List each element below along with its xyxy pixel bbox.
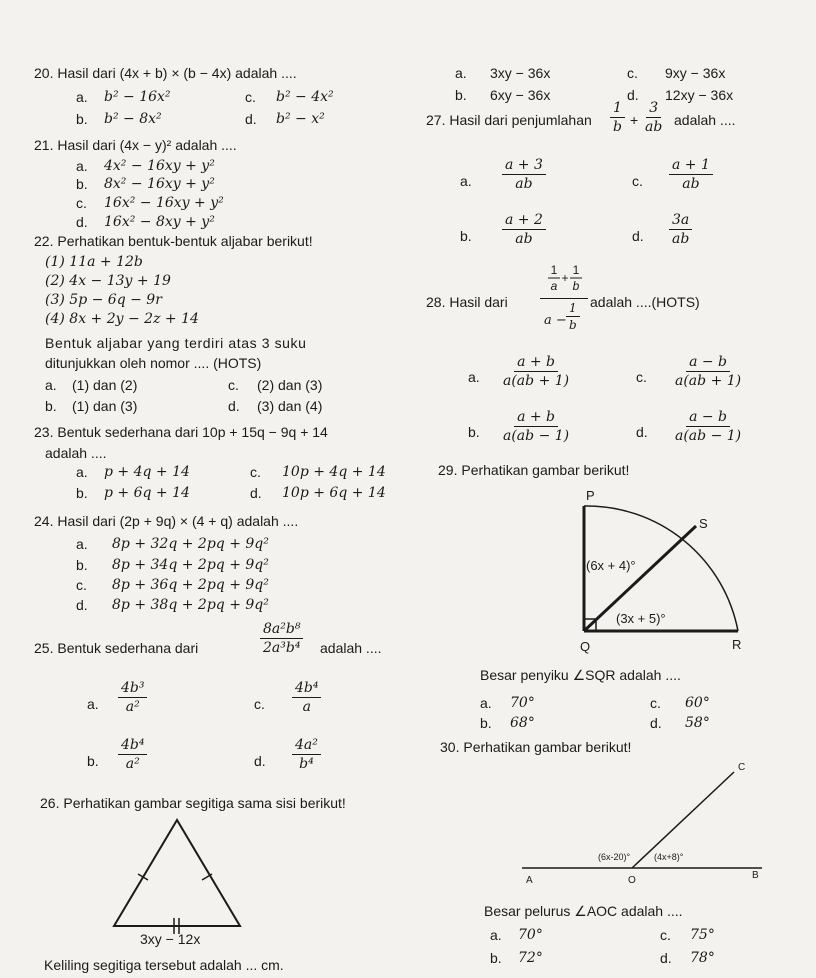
q28-stem-post: adalah ....(HOTS) [590,294,700,310]
q25-expression [260,622,303,655]
q30-stem: 30. Perhatikan gambar berikut! [440,739,632,755]
q25-option-c[interactable] [292,681,321,714]
q22-option-d-letter: d. [228,398,240,414]
q27-fraction-2 [642,101,665,134]
q20-right-option-d-letter: d. [627,87,639,103]
q25-stem-post: adalah .... [320,640,382,656]
q30-question: Besar pelurus ∠AOC adalah .... [484,903,683,919]
q20-option-a-letter: a. [76,89,88,105]
q29-option-d-letter: d. [650,715,662,731]
q27-option-b-numerator: a + 2 [502,213,546,230]
q20-option-d-letter: d. [245,111,257,127]
q29-option-c[interactable]: 60° [685,695,710,711]
q25-option-d[interactable] [292,738,321,771]
q28-option-a[interactable] [500,355,572,388]
q22-option-b[interactable]: (1) dan (3) [72,398,138,414]
q21-option-b[interactable]: 8x² − 16xy + y² [104,176,215,192]
q28-numerator-svg [540,262,588,298]
q28-option-a-letter: a. [468,369,480,385]
q22-stem: 22. Perhatikan bentuk-bentuk aljabar berikut! [34,233,313,249]
q30-angle-2: (4x+8)° [654,852,684,862]
q27-stem: 27. Hasil dari penjumlahan [426,112,592,128]
q27-stem-post: adalah .... [674,112,736,128]
q28-num-plus: + [561,271,569,285]
q27-fraction-2-numerator: 3 [646,101,661,118]
q29-stem: 29. Perhatikan gambar berikut! [438,462,630,478]
q29-option-b-letter: b. [480,715,492,731]
q27-option-c-denominator: ab [682,176,700,192]
q28-option-a-numerator: a + b [514,355,558,372]
q27-option-a-numerator: a + 3 [502,158,546,175]
q27-option-a-letter: a. [460,173,472,189]
q23-option-d-letter: d. [250,485,262,501]
q25-option-a[interactable] [118,681,147,714]
equilateral-triangle [114,820,240,926]
q22-option-c-letter: c. [228,377,239,393]
q22-item-3: (3) 5p − 6q − 9r [45,292,162,308]
q28-den-fraction-den: b [569,318,577,332]
q20-right-option-b-letter: b. [455,87,467,103]
q23-option-b[interactable]: p + 6q + 14 [104,485,190,501]
q30-option-a-letter: a. [490,927,502,943]
q30-label-o: O [628,875,636,886]
q29-label-s: S [699,516,708,531]
q26-triangle-figure [100,812,260,940]
q30-label-b: B [752,870,759,881]
q27-option-d-denominator: ab [672,231,690,247]
q28-num-den-b: b [572,279,580,293]
q27-option-d-letter: d. [632,228,644,244]
q30-label-c: C [738,762,746,773]
q26-question: Keliling segitiga tersebut adalah ... cm. [44,957,284,973]
q24-option-d[interactable]: 8p + 38q + 2pq + 9q² [112,597,269,613]
q27-option-b-letter: b. [460,228,472,244]
q24-option-b[interactable]: 8p + 34q + 2pq + 9q² [112,557,269,573]
q26-stem: 26. Perhatikan gambar segitiga sama sisi berikut! [40,795,346,811]
q29-question: Besar penyiku ∠SQR adalah .... [480,667,681,683]
q28-option-d[interactable] [672,410,744,443]
q21-option-b-letter: b. [76,176,88,192]
q28-option-b-letter: b. [468,424,480,440]
q27-plus: + [630,112,639,128]
q30-option-d-letter: d. [660,950,672,966]
q30-option-b[interactable]: 72° [518,950,543,966]
q28-den-fraction-num: 1 [566,302,580,317]
q28-option-d-denominator: a(ab − 1) [675,428,742,444]
q24-option-b-letter: b. [76,557,88,573]
q29-label-q: Q [580,639,591,654]
q29-option-a-letter: a. [480,695,492,711]
q23-option-b-letter: b. [76,485,88,501]
q20-option-d[interactable]: b² − x² [276,111,325,127]
q20-right-option-b[interactable]: 6xy − 36x [490,87,551,103]
q28-option-d-numerator: a − b [686,410,730,427]
q27-option-c[interactable] [669,158,713,191]
q27-option-a[interactable] [502,158,546,191]
q25-option-d-denominator: b⁴ [299,756,314,772]
q21-stem: 21. Hasil dari (4x − y)² adalah .... [34,137,237,153]
q25-option-b-denominator: a² [125,756,140,772]
q21-option-d-letter: d. [76,214,88,230]
q29-option-a[interactable]: 70° [510,695,535,711]
q28-main-fraction-bar [540,298,588,299]
q28-option-c-letter: c. [636,369,647,385]
q20-right-option-a-letter: a. [455,65,467,81]
q30-option-c-letter: c. [660,927,671,943]
q21-option-d[interactable]: 16x² − 8xy + y² [104,214,215,230]
q21-option-a-letter: a. [76,158,88,174]
q29-option-c-letter: c. [650,695,661,711]
q28-num-one-b: 1 [572,263,580,277]
q20-option-c[interactable]: b² − 4x² [276,89,334,105]
q27-option-c-letter: c. [632,173,643,189]
q27-option-b-denominator: ab [515,231,533,247]
q25-option-d-numerator: 4a² [292,738,321,755]
q20-option-b-letter: b. [76,111,88,127]
q28-num-den-a: a [550,279,558,293]
q23-option-d[interactable]: 10p + 6q + 14 [282,485,386,501]
q28-option-c[interactable] [672,355,744,388]
q22-item-4: (4) 8x + 2y − 2z + 14 [45,311,199,327]
q27-option-d-numerator: 3a [669,213,692,230]
q22-option-b-letter: b. [45,398,57,414]
q25-option-b-numerator: 4b⁴ [118,738,147,755]
q22-item-1: (1) 11a + 12b [45,254,143,270]
q25-option-c-numerator: 4b⁴ [292,681,321,698]
q25-option-a-numerator: 4b³ [118,681,147,698]
q24-option-a[interactable]: 8p + 32q + 2pq + 9q² [112,536,269,552]
q25-stem: 25. Bentuk sederhana dari [34,640,199,656]
q22-option-c[interactable]: (2) dan (3) [257,377,323,393]
q25-option-b[interactable] [118,738,147,771]
q28-stem: 28. Hasil dari [426,294,508,310]
q29-label-r: R [732,637,742,652]
q22-item-2: (2) 4x − 13y + 19 [45,273,171,289]
q23-option-a-letter: a. [76,464,88,480]
q28-numerator [540,262,588,298]
q23-option-c-letter: c. [250,464,261,480]
q20-right-option-a[interactable]: 3xy − 36x [490,65,551,81]
q22-line-2: ditunjukkan oleh nomor .... (HOTS) [45,355,262,371]
q29-angle-figure [556,486,756,656]
q20-option-a[interactable]: b² − 16x² [104,89,171,105]
q20-option-c-letter: c. [245,89,256,105]
q24-option-d-letter: d. [76,597,88,613]
q20-right-option-c-letter: c. [627,65,638,81]
q22-line-1: Bentuk aljabar yang terdiri atas 3 suku [45,335,307,351]
q22-option-a[interactable]: (1) dan (2) [72,377,138,393]
q29-option-b[interactable]: 68° [510,715,535,731]
q30-label-a: A [526,875,533,886]
q28-den-a: a − [544,313,567,328]
q24-option-c[interactable]: 8p + 36q + 2pq + 9q² [112,577,269,593]
q23-stem: 23. Bentuk sederhana dari 10p + 15q − 9q + 14 [34,424,328,440]
q24-stem: 24. Hasil dari (2p + 9q) × (4 + q) adalah .... [34,513,299,529]
q30-angle-figure [512,756,772,888]
q28-option-d-letter: d. [636,424,648,440]
q21-option-c[interactable]: 16x² − 16xy + y² [104,195,224,211]
q25-option-a-letter: a. [87,696,99,712]
q24-option-c-letter: c. [76,577,87,593]
q29-angle-2: (3x + 5)° [616,611,666,626]
q28-option-c-numerator: a − b [686,355,730,372]
q25-expression-numerator: 8a²b⁸ [260,622,303,639]
q27-option-b[interactable] [502,213,546,246]
q29-label-p: P [586,488,595,503]
q30-angle-1: (6x-20)° [598,852,631,862]
q20-right-option-d[interactable]: 12xy − 36x [665,87,734,103]
q28-den-fraction [566,302,580,331]
q28-option-b-numerator: a + b [514,410,558,427]
q27-option-c-numerator: a + 1 [669,158,713,175]
q20-right-option-c[interactable]: 9xy − 36x [665,65,726,81]
q22-option-d[interactable]: (3) dan (4) [257,398,323,414]
q28-option-c-denominator: a(ab + 1) [675,373,742,389]
q27-fraction-1 [610,101,625,134]
q30-option-c[interactable]: 75° [690,927,715,943]
q21-option-a[interactable]: 4x² − 16xy + y² [104,158,215,174]
q27-option-a-denominator: ab [515,176,533,192]
q25-expression-denominator: 2a³b⁴ [263,640,301,656]
q23-option-c[interactable]: 10p + 4q + 14 [282,464,386,480]
q22-option-a-letter: a. [45,377,57,393]
q26-side-label: 3xy − 12x [140,931,201,947]
q25-option-b-letter: b. [87,753,99,769]
q25-option-c-letter: c. [254,696,265,712]
q27-fraction-1-denominator: b [613,119,622,135]
q28-option-b[interactable] [500,410,572,443]
q20-stem: 20. Hasil dari (4x + b) × (b − 4x) adalah .... [34,65,297,81]
q24-option-a-letter: a. [76,536,88,552]
q30-option-a[interactable]: 70° [518,927,543,943]
q23-option-a[interactable]: p + 4q + 14 [104,464,190,480]
q25-option-a-denominator: a² [125,699,140,715]
q23-stem-2: adalah .... [45,445,107,461]
q30-option-d[interactable]: 78° [690,950,715,966]
q29-option-d[interactable]: 58° [685,715,710,731]
q27-fraction-2-denominator: ab [645,119,663,135]
q28-option-a-denominator: a(ab + 1) [503,373,570,389]
q28-option-b-denominator: a(ab − 1) [503,428,570,444]
q20-option-b[interactable]: b² − 8x² [104,111,162,127]
q21-option-c-letter: c. [76,195,87,211]
q27-fraction-1-numerator: 1 [610,101,625,118]
q30-option-b-letter: b. [490,950,502,966]
q29-angle-1: (6x + 4)° [586,558,636,573]
q25-option-c-denominator: a [302,699,311,715]
q27-option-d[interactable] [669,213,692,246]
q25-option-d-letter: d. [254,753,266,769]
q28-num-one-a: 1 [550,263,558,277]
